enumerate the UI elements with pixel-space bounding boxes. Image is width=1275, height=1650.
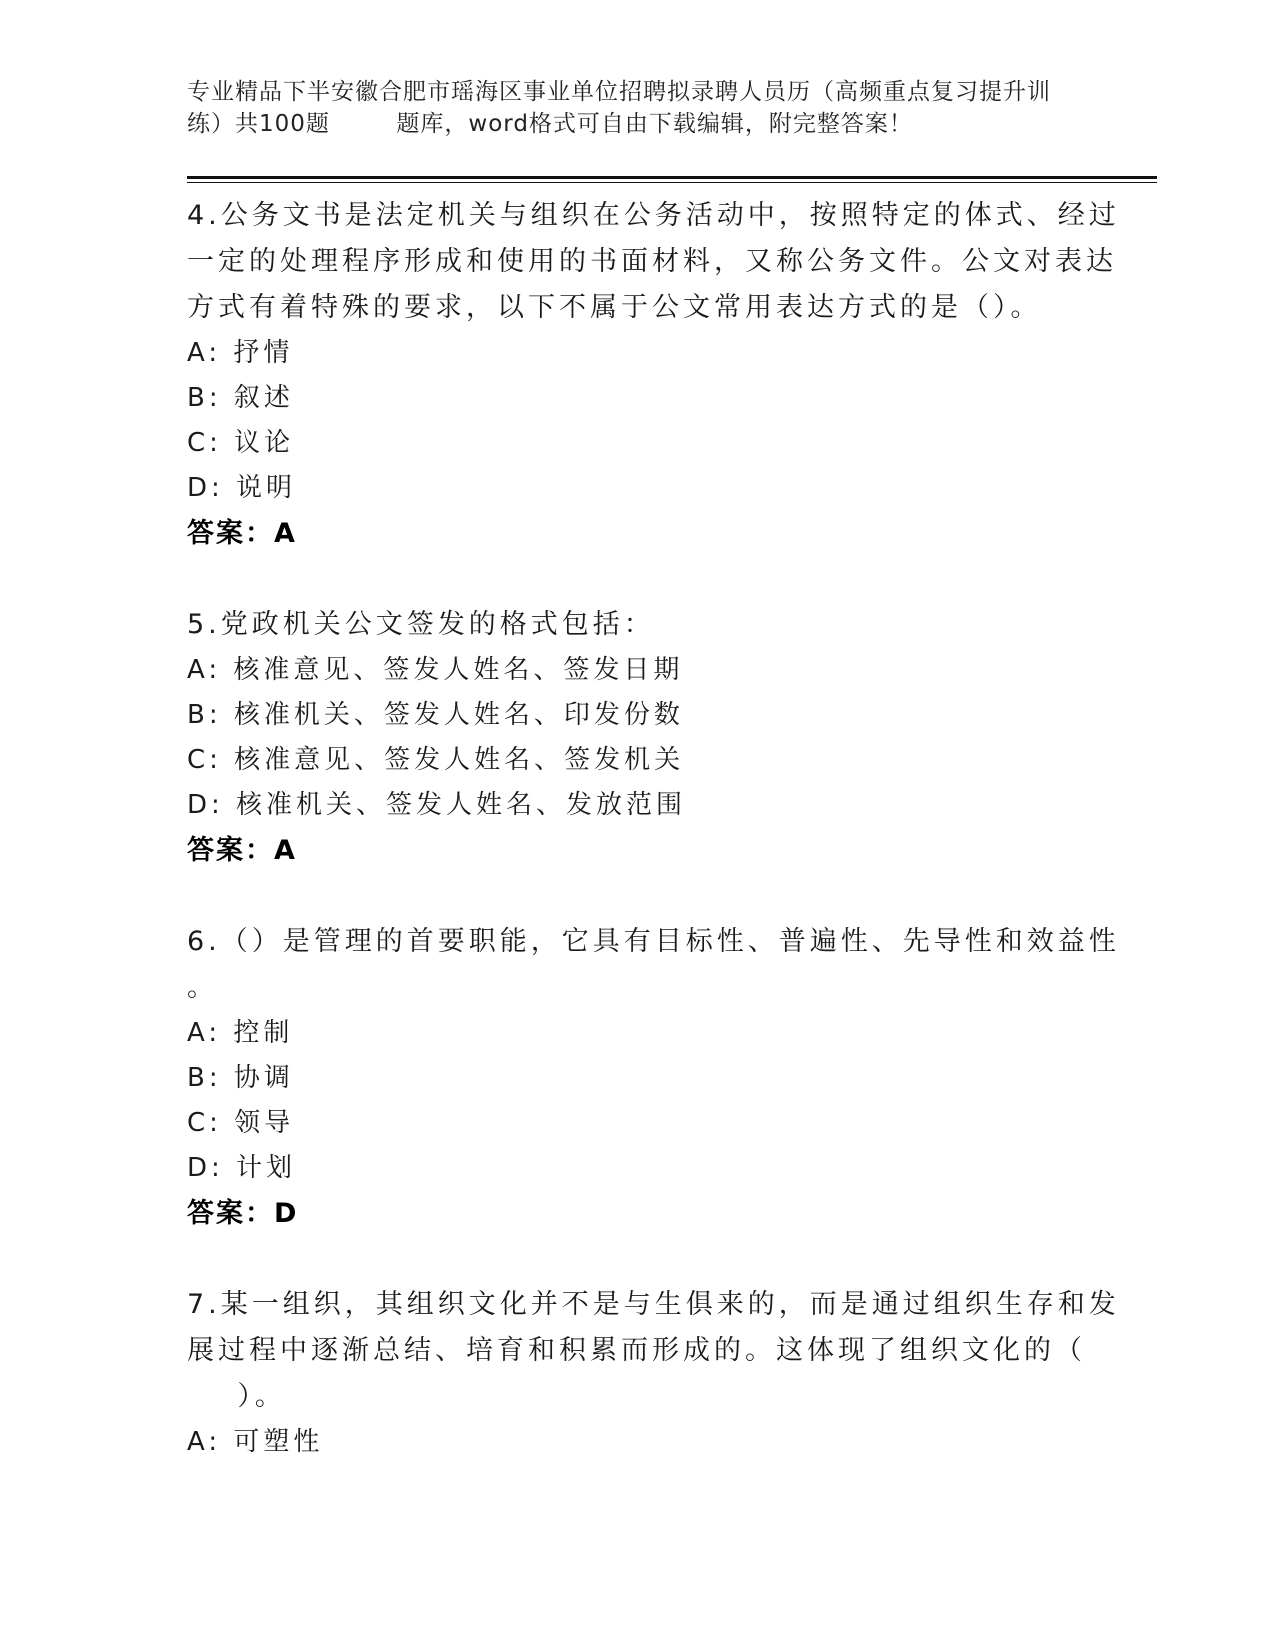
question-7 (187, 1282, 1120, 1465)
stem-line: ）。 (187, 1381, 286, 1412)
question-6 (187, 919, 1120, 1237)
stem-line: 展过程中逐渐总结、培育和积累而形成的。这体现了组织文化的（ (187, 1335, 1086, 1366)
option-d: D: 说明 (187, 473, 297, 503)
option-a: A: 抒情 (187, 338, 294, 368)
answer-line: 答案：A (187, 835, 297, 866)
answer-line: 答案：A (187, 518, 297, 549)
stem-line: 7.某一组织，其组织文化并不是与生俱来的，而是通过组织生存和发 (187, 1289, 1120, 1320)
option-b: B: 核准机关、签发人姓名、印发份数 (187, 700, 684, 730)
option-a: A: 核准意见、签发人姓名、签发日期 (187, 655, 684, 685)
stem-line: 6.（）是管理的首要职能，它具有目标性、普遍性、先导性和效益性 (187, 926, 1120, 957)
question-stem (187, 602, 1067, 648)
option-b: B: 叙述 (187, 383, 294, 413)
question-4 (187, 193, 1120, 557)
stem-line: 方式有着特殊的要求，以下不属于公文常用表达方式的是（）。 (187, 292, 1042, 323)
option-a: A: 控制 (187, 1018, 294, 1048)
header-divider-thin (187, 182, 1157, 183)
stem-line: 。 (187, 972, 218, 1003)
question-stem (187, 193, 1120, 331)
option-d: D: 核准机关、签发人姓名、发放范围 (187, 790, 687, 820)
document-header (187, 76, 1087, 140)
option-d: D: 计划 (187, 1153, 297, 1183)
answer-line: 答案：D (187, 1198, 299, 1229)
option-a: A: 可塑性 (187, 1427, 324, 1457)
question-stem (187, 919, 1120, 1011)
option-b: B: 协调 (187, 1063, 294, 1093)
question-stem (187, 1282, 1120, 1420)
header-line-1: 专业精品下半安徽合肥市瑶海区事业单位招聘拟录聘人员历（高频重点复习提升训 (187, 79, 1051, 105)
stem-line: 4.公务文书是法定机关与组织在公务活动中，按照特定的体式、经过 (187, 200, 1120, 231)
option-c: C: 议论 (187, 428, 295, 458)
header-line-2: 练）共100题 题库，word格式可自由下载编辑，附完整答案！ (187, 111, 913, 137)
stem-line: 5.党政机关公文签发的格式包括： (187, 609, 655, 640)
option-c: C: 核准意见、签发人姓名、签发机关 (187, 745, 685, 775)
header-divider-thick (187, 176, 1157, 179)
question-5 (187, 602, 1067, 874)
stem-line: 一定的处理程序形成和使用的书面材料，又称公务文件。公文对表达 (187, 246, 1117, 277)
option-c: C: 领导 (187, 1108, 295, 1138)
question-list (187, 193, 1120, 1510)
